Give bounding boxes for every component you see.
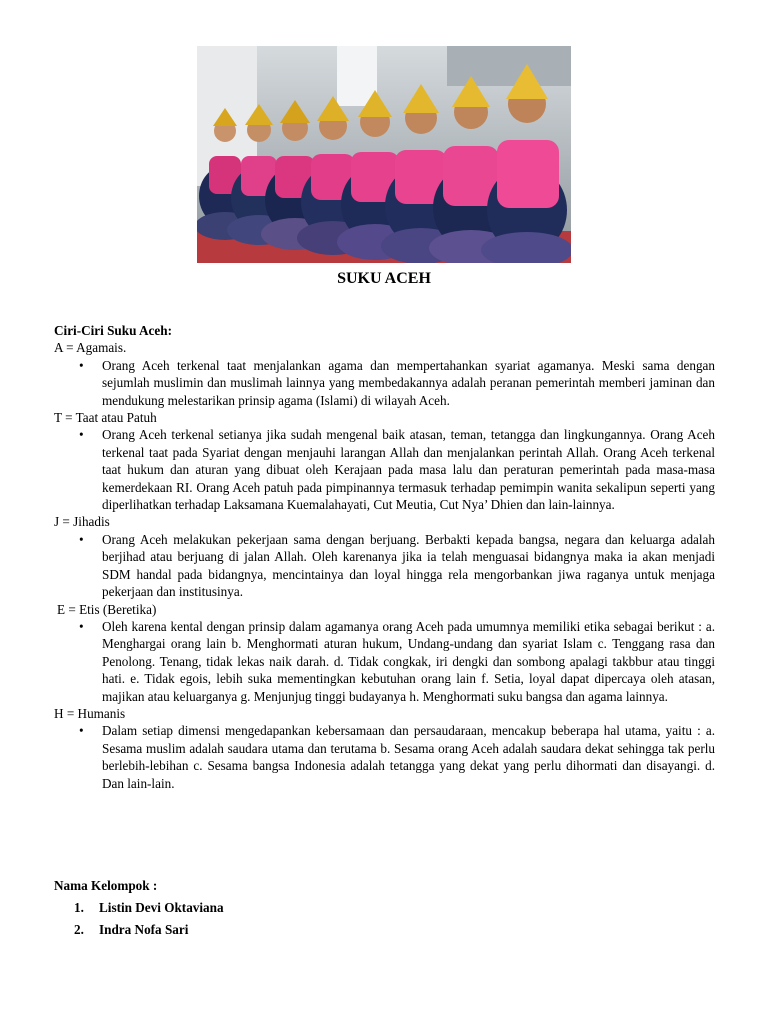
bullet-icon: • [79,357,84,373]
list-number: 1. [74,900,84,915]
section-label: H = Humanis [54,705,126,721]
document-body [54,322,715,792]
bullet-text: Dalam setiap dimensi mengedapankan kebersamaan dan persaudaraan, mencakup beberapa hal utama, yaitu : a. Sesama muslim adalah saudara utama dan terutama b. Sesama orang Aceh adalah saudara dekat sehingga tak perlu berlebih-lebihan c. Sesama bangsa Indonesia adalah tetangga yang dekat yang perlu dihormati dan disayangi. d. Dan lain-lain. [102,723,715,791]
section-label: J = Jihadis [54,514,110,530]
section-label: E = Etis (Beretika) [57,601,157,617]
bullet-icon: • [79,531,84,547]
bullet-item [54,531,715,601]
list-item [54,900,224,922]
section-heading: Ciri-Ciri Suku Aceh: [54,323,172,338]
bullet-text: Oleh karena kental dengan prinsip dalam agamanya orang Aceh pada umumnya memiliki etika sebagai berikut : a. Menghargai orang lain b. Menghormati aturan hukum, Undang-undang dan syariat Islam c. Tenggang rasa dan Penolong. Tenang, tidak lekas naik darah. d. Tidak congkak, iri dengki dan sombong apalagi takbbur atau tinggi hati. e. Tidak egois, lebih suka mementingkan kebutuhan orang lain f. Setia, loyal dapat dipercaya oleh atasan, majikan atau keluarganya g. Menjunjug tinggi budayanya h. Menghormati suku bangsa dan agama lainnya. [102,618,715,704]
bullet-text: Orang Aceh terkenal setianya jika sudah mengenal baik atasan, teman, tetangga dan lingkungannya. Orang Aceh terkenal taat pada Syariat dengan menjauhi larangan Allah dan menjalankan perintah Allah. Orang Aceh terkenal taat hukum dan aturan yang dibuat oleh Kerajaan pada masa lalu dan peraturan pemerintah pada masa-masa kemerdekaan RI. Orang Aceh patuh pada pimpinannya termasuk terhadap pemimpin wanita sekalipun seperti yang diperlihatkan terhadap Laksamana Kuemalahayati, Cut Meutia, Cut Nya’ Dhien dan lain-lainnya. [102,427,715,513]
member-list [54,900,224,944]
bullet-icon: • [79,618,84,634]
bullet-item [54,618,715,705]
bullet-icon: • [79,723,84,739]
bullet-item [54,722,715,792]
bullet-item [54,357,715,409]
group-heading: Nama Kelompok : [54,878,158,893]
member-name: Indra Nofa Sari [99,922,189,937]
page-title: SUKU ACEH [337,270,431,287]
section-label: T = Taat atau Patuh [54,410,157,426]
bullet-item [54,426,715,513]
dancers-photo [197,46,571,263]
list-number: 2. [74,922,84,937]
section-label: A = Agamais. [54,340,127,356]
member-name: Listin Devi Oktaviana [99,900,224,915]
bullet-text: Orang Aceh melakukan pekerjaan sama dengan berjuang. Berbakti kepada bangsa, negara dan keluarga adalah berjihad atau berjuang di jalan Allah. Oleh karenanya jika ia telah menguasai bidangnya maka ia akan menjadi SDM handal pada bidangnya, mencintainya dan loyal hingga rela mengorbankan jiwa raganya untuk menjaga pekerjaan dan institusinya. [102,531,715,600]
list-item [54,922,224,944]
bullet-text: Orang Aceh terkenal taat menjalankan agama dan mempertahankan syariat agamanya. Meski sama dengan sejumlah muslimin dan muslimah lainnya yang membedakannya adalah peranan pemerintah memberi jaminan dan mendukung melestarikan prinsip agama (Islami) di wilayah Aceh. [102,357,715,408]
bullet-icon: • [79,427,84,443]
